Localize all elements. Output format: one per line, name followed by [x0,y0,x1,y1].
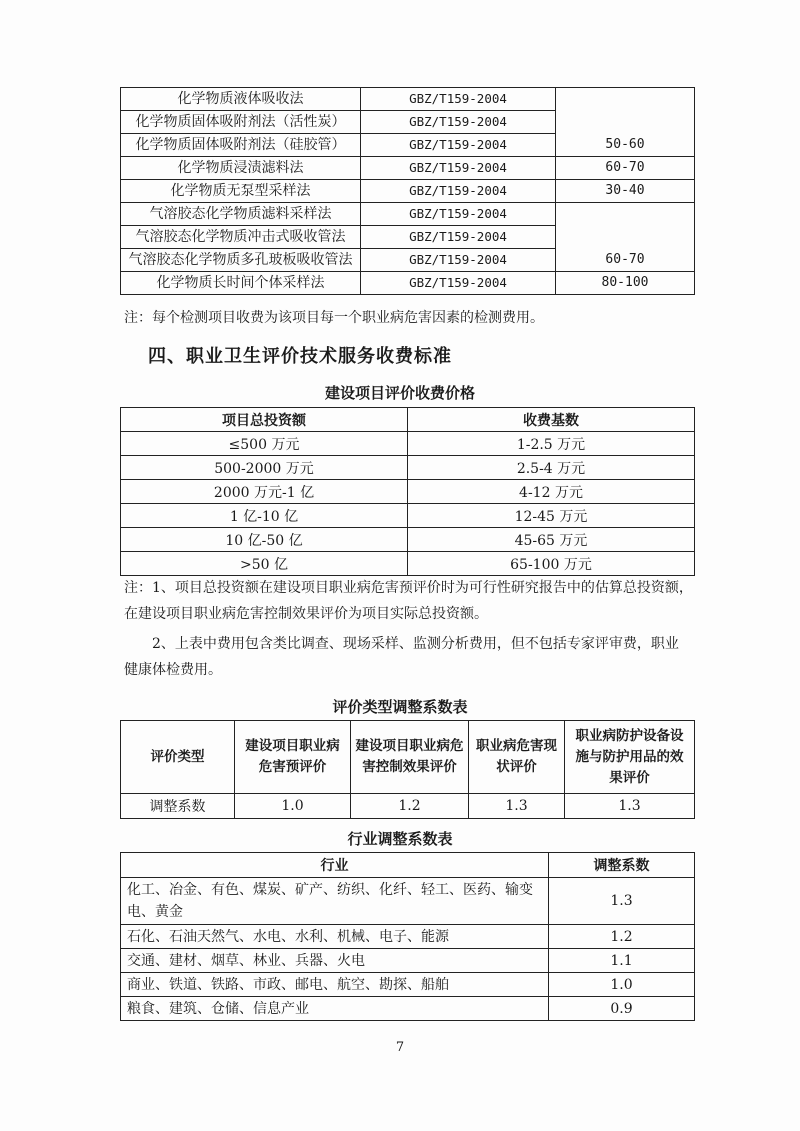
column-header: 建设项目职业病危害控制效果评价 [351,721,469,794]
standard-cell: GBZ/T159-2004 [361,272,556,295]
fee-base-cell: 65-100 万元 [408,552,695,576]
table-row [121,552,695,576]
standard-cell: GBZ/T159-2004 [361,203,556,226]
row-label-cell: 调整系数 [121,794,235,819]
method-cell: 化学物质固体吸附剂法（硅胶管） [121,134,361,157]
investment-cell: ≤500 万元 [121,432,408,456]
table-row [121,432,695,456]
coefficient-cell: 1.0 [235,794,351,819]
table2-note-line: 在建设项目职业病危害控制效果评价为项目实际总投资额。 [124,606,488,622]
table-row [121,480,695,504]
table-row [121,949,695,973]
table-row [121,203,695,226]
column-header: 项目总投资额 [121,408,408,432]
method-cell: 化学物质固体吸附剂法（活性炭） [121,111,361,134]
investment-cell: 2000 万元-1 亿 [121,480,408,504]
table-row [121,180,695,203]
coefficient-cell: 1.3 [549,878,695,925]
coefficient-cell: 1.0 [549,973,695,997]
table3-caption: 评价类型调整系数表 [332,698,468,716]
column-header: 评价类型 [121,721,235,794]
coefficient-cell: 1.2 [351,794,469,819]
table2-note-line: 注：1、项目总投资额在建设项目职业病危害预评价时为可行性研究报告中的估算总投资额， [124,580,693,596]
fee-base-cell: 45-65 万元 [408,528,695,552]
coefficient-cell: 1.3 [469,794,565,819]
fee-cell: 80-100 [556,272,695,295]
table2-caption: 建设项目评价收费价格 [324,384,475,402]
fee-cell: 30-40 [556,180,695,203]
column-header: 收费基数 [408,408,695,432]
standard-cell: GBZ/T159-2004 [361,226,556,249]
table-row [121,88,695,111]
table2-note-line: 2、上表中费用包含类比调查、现场采样、监测分析费用，但不包括专家评审费，职业 [152,636,679,652]
fee-base-cell: 1-2.5 万元 [408,432,695,456]
investment-cell: 10 亿-50 亿 [121,528,408,552]
investment-cell: >50 亿 [121,552,408,576]
industry-cell: 石化、石油天然气、水电、水利、机械、电子、能源 [121,925,549,949]
table4-caption: 行业调整系数表 [347,830,453,848]
standard-cell: GBZ/T159-2004 [361,111,556,134]
standard-cell: GBZ/T159-2004 [361,249,556,272]
table-row [121,794,695,819]
table-row [121,272,695,295]
fee-base-cell: 4-12 万元 [408,480,695,504]
fee-base-cell: 12-45 万元 [408,504,695,528]
industry-coefficient-table [120,852,695,1021]
table-row [121,997,695,1021]
evaluation-type-table [120,720,695,819]
standard-cell: GBZ/T159-2004 [361,157,556,180]
column-header: 建设项目职业病危害预评价 [235,721,351,794]
coefficient-cell: 1.3 [565,794,695,819]
section-heading: 四、职业卫生评价技术服务收费标准 [148,346,452,367]
table-row [121,528,695,552]
standard-cell: GBZ/T159-2004 [361,180,556,203]
page-number: 7 [395,1040,405,1055]
industry-cell: 交通、建材、烟草、林业、兵器、火电 [121,949,549,973]
table-header-row [121,408,695,432]
table-header-row [121,721,695,794]
column-header: 职业病防护设备设施与防护用品的效果评价 [565,721,695,794]
industry-cell: 化工、冶金、有色、煤炭、矿产、纺织、化纤、轻工、医药、输变电、黄金 [121,878,549,925]
method-cell: 化学物质无泵型采样法 [121,180,361,203]
column-header: 行业 [121,853,549,878]
table2-note-line: 健康体检费用。 [124,662,222,678]
table1-note: 注：每个检测项目收费为该项目每一个职业病危害因素的检测费用。 [124,310,544,326]
table-row [121,973,695,997]
method-cell: 气溶胶态化学物质冲击式吸收管法 [121,226,361,249]
method-cell: 气溶胶态化学物质滤料采样法 [121,203,361,226]
method-cell: 化学物质长时间个体采样法 [121,272,361,295]
method-cell: 化学物质液体吸收法 [121,88,361,111]
investment-cell: 500-2000 万元 [121,456,408,480]
fee-cell: 50-60 [556,88,695,157]
column-header: 职业病危害现状评价 [469,721,565,794]
table-row [121,878,695,925]
standard-cell: GBZ/T159-2004 [361,88,556,111]
standard-cell: GBZ/T159-2004 [361,134,556,157]
method-cell: 气溶胶态化学物质多孔玻板吸收管法 [121,249,361,272]
table-header-row [121,853,695,878]
method-cell: 化学物质浸渍滤料法 [121,157,361,180]
coefficient-cell: 0.9 [549,997,695,1021]
column-header: 调整系数 [549,853,695,878]
table-row [121,456,695,480]
industry-cell: 商业、铁道、铁路、市政、邮电、航空、勘探、船舶 [121,973,549,997]
table-row [121,157,695,180]
industry-cell: 粮食、建筑、仓储、信息产业 [121,997,549,1021]
sampling-method-table [120,87,695,295]
fee-base-cell: 2.5-4 万元 [408,456,695,480]
fee-cell: 60-70 [556,157,695,180]
coefficient-cell: 1.2 [549,925,695,949]
table-row [121,504,695,528]
fee-cell: 60-70 [556,203,695,272]
investment-fee-table [120,407,695,576]
investment-cell: 1 亿-10 亿 [121,504,408,528]
table-row [121,925,695,949]
coefficient-cell: 1.1 [549,949,695,973]
